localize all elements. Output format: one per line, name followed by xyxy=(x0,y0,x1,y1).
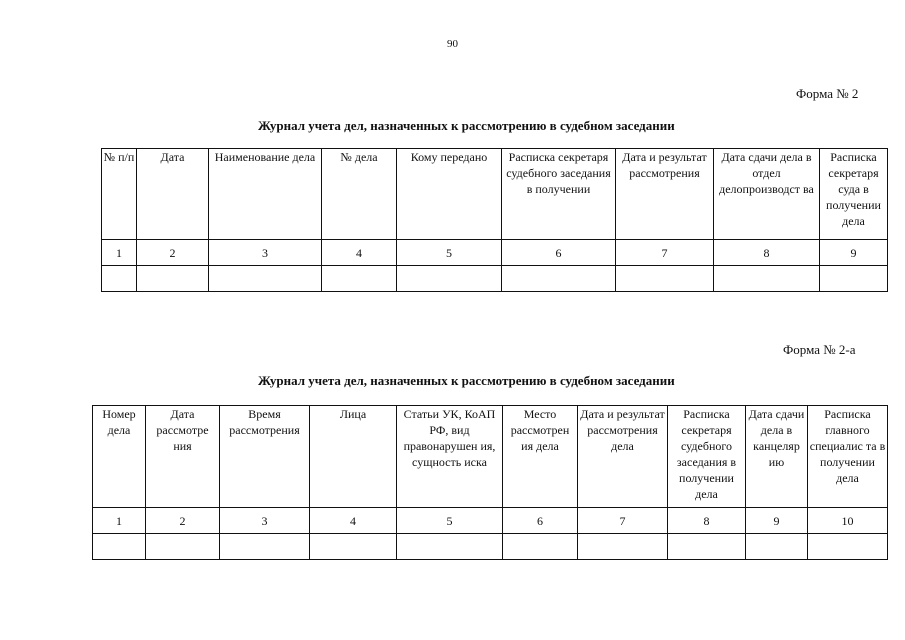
form-2a-header-cell: Дата рассмотре ния xyxy=(146,406,220,508)
empty-cell xyxy=(578,534,668,560)
empty-cell xyxy=(616,266,714,292)
empty-cell xyxy=(310,534,397,560)
form-2-header-cell: Расписка секретаря судебного заседания в получении xyxy=(502,149,616,240)
empty-cell xyxy=(668,534,746,560)
form-2a-number-cell: 9 xyxy=(746,508,808,534)
form-2a-header-row xyxy=(93,406,888,508)
form-2a-number-cell: 4 xyxy=(310,508,397,534)
form-2a-header-cell: Место рассмотрен ия дела xyxy=(503,406,578,508)
form-2a-number-cell: 3 xyxy=(220,508,310,534)
form-2a-header-cell: Номер дела xyxy=(93,406,146,508)
empty-cell xyxy=(746,534,808,560)
empty-cell xyxy=(820,266,888,292)
form-2-header-cell: Дата и результат рассмотрения xyxy=(616,149,714,240)
form-2-header-cell: Кому передано xyxy=(397,149,502,240)
form-2a-table xyxy=(92,405,888,560)
form-2-number-cell: 5 xyxy=(397,240,502,266)
form-2a-header-cell: Лица xyxy=(310,406,397,508)
form-2a-number-cell: 6 xyxy=(503,508,578,534)
form-2a-number-cell: 7 xyxy=(578,508,668,534)
empty-cell xyxy=(714,266,820,292)
form-2-header-cell: № п/п xyxy=(102,149,137,240)
empty-cell xyxy=(397,534,503,560)
form-2a-number-cell: 10 xyxy=(808,508,888,534)
form-2a-empty-row xyxy=(93,534,888,560)
form-2a-header-cell: Расписка секретаря судебного заседания в получении дела xyxy=(668,406,746,508)
empty-cell xyxy=(397,266,502,292)
form-2-number-cell: 4 xyxy=(322,240,397,266)
form-2-header-cell: Наименование дела xyxy=(209,149,322,240)
form-2-number-cell: 3 xyxy=(209,240,322,266)
form-2-header-row xyxy=(102,149,888,240)
form-2-number-cell: 1 xyxy=(102,240,137,266)
form-2a-number-cell: 8 xyxy=(668,508,746,534)
form-2-empty-row xyxy=(102,266,888,292)
form-2a-number-cell: 1 xyxy=(93,508,146,534)
form-2a-title: Журнал учета дел, назначенных к рассмотрению в судебном заседании xyxy=(258,373,675,388)
form-2-number-cell: 2 xyxy=(137,240,209,266)
form-2-number-row xyxy=(102,240,888,266)
empty-cell xyxy=(209,266,322,292)
form-2-header-cell: Дата сдачи дела в отдел делопроизводст ва xyxy=(714,149,820,240)
empty-cell xyxy=(808,534,888,560)
form-2-header-cell: № дела xyxy=(322,149,397,240)
empty-cell xyxy=(220,534,310,560)
form-2a-header-cell: Статьи УК, КоАП РФ, вид правонарушен ия, сущность иска xyxy=(397,406,503,508)
empty-cell xyxy=(503,534,578,560)
empty-cell xyxy=(93,534,146,560)
form-2-table xyxy=(101,148,888,292)
form-2-number-cell: 7 xyxy=(616,240,714,266)
empty-cell xyxy=(102,266,137,292)
empty-cell xyxy=(502,266,616,292)
form-2-header-cell: Расписка секретаря суда в получении дела xyxy=(820,149,888,240)
page-number: 90 xyxy=(447,38,458,50)
form-2-title: Журнал учета дел, назначенных к рассмотрению в судебном заседании xyxy=(258,118,675,133)
form-2a-header-cell: Дата сдачи дела в канцеляр ию xyxy=(746,406,808,508)
form-2a-number-cell: 2 xyxy=(146,508,220,534)
form-2-label: Форма № 2 xyxy=(796,86,859,101)
form-2-number-cell: 8 xyxy=(714,240,820,266)
form-2a-label: Форма № 2-а xyxy=(783,342,856,357)
form-2a-header-cell: Время рассмотрения xyxy=(220,406,310,508)
form-2a-header-cell: Дата и результат рассмотрения дела xyxy=(578,406,668,508)
form-2-number-cell: 6 xyxy=(502,240,616,266)
form-2a-header-cell: Расписка главного специалис та в получении дела xyxy=(808,406,888,508)
form-2a-number-row xyxy=(93,508,888,534)
form-2a-number-cell: 5 xyxy=(397,508,503,534)
form-2-number-cell: 9 xyxy=(820,240,888,266)
form-2-header-cell: Дата xyxy=(137,149,209,240)
empty-cell xyxy=(146,534,220,560)
empty-cell xyxy=(322,266,397,292)
empty-cell xyxy=(137,266,209,292)
